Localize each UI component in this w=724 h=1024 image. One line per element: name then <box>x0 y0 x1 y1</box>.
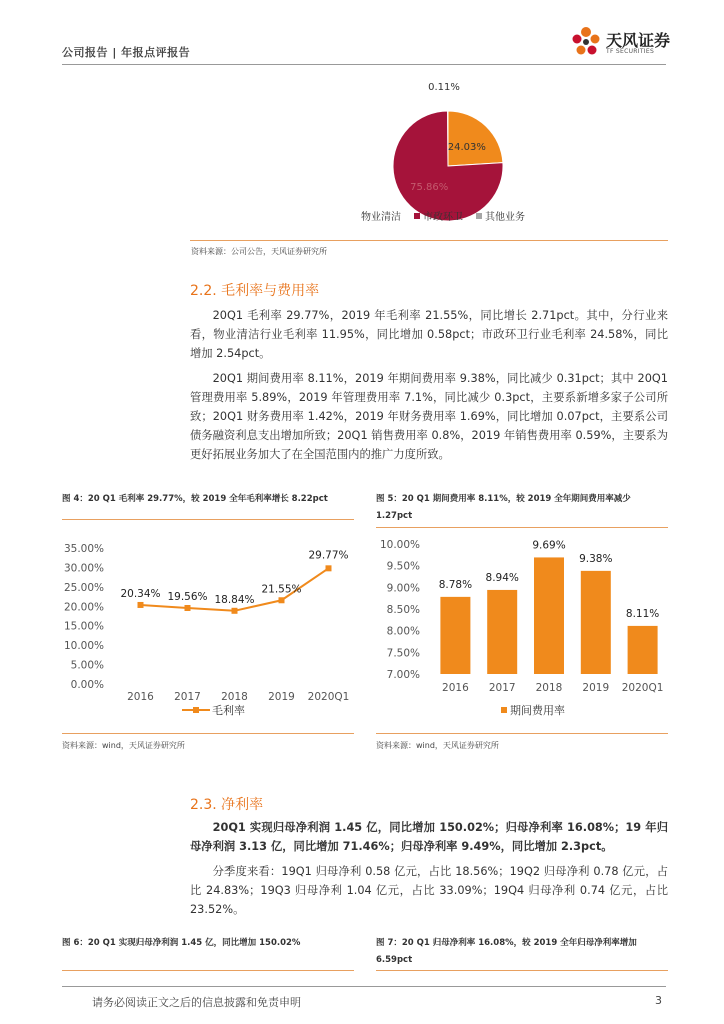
y-tick-label: 5.00% <box>70 659 104 672</box>
x-tick-label: 2019 <box>582 682 610 694</box>
figure-4-top-divider <box>62 519 354 520</box>
pie-slice-label: 75.86% <box>410 182 449 194</box>
data-label: 18.84% <box>214 593 255 606</box>
data-label: 9.69% <box>532 539 566 552</box>
y-tick-label: 7.50% <box>386 647 420 660</box>
section-title-2-3: 2.3. 净利率 <box>190 797 264 813</box>
x-tick-label: 2018 <box>535 682 563 694</box>
bar <box>628 626 658 674</box>
data-point <box>279 597 285 603</box>
x-tick-label: 2017 <box>488 682 516 694</box>
data-label: 19.56% <box>167 590 208 603</box>
logo-flower-icon <box>568 24 604 60</box>
figure-6-title: 图 6：20 Q1 实现归母净利润 1.45 亿，同比增加 150.02% <box>62 938 301 948</box>
y-tick-label: 9.50% <box>386 560 420 573</box>
paragraph: 20Q1 实现归母净利润 1.45 亿，同比增加 150.02%；归母净利率 16.08%；19 年归母净利润 3.13 亿，同比增加 71.46%；归母净利率 9.49%，同比增加 2.3pct。 <box>190 821 668 853</box>
data-label: 21.55% <box>261 583 302 596</box>
x-tick-label: 2017 <box>174 691 201 703</box>
pie-slice-label: 0.11% <box>428 82 460 93</box>
company-logo <box>568 22 671 62</box>
figure-4-source: 资料来源：wind，天风证券研究所 <box>62 741 185 750</box>
bar <box>440 597 470 674</box>
paragraph: 20Q1 毛利率 29.77%，2019 年毛利率 21.55%，同比增长 2.71pct。其中，分行业来看，物业清洁行业毛利率 11.95%，同比增加 0.58pct；市政环卫行业毛利率 24.58%，同比增加 2.54pct。 <box>190 309 668 360</box>
y-tick-label: 0.00% <box>70 679 104 691</box>
figure-5-bottom-divider <box>376 733 668 734</box>
data-label: 9.38% <box>579 552 613 565</box>
figure-4-bottom-divider <box>62 733 354 734</box>
logo-text-cn: 天风证券 <box>606 31 671 50</box>
data-point <box>232 608 238 614</box>
data-point <box>138 602 144 608</box>
x-tick-label: 2019 <box>268 691 295 703</box>
data-label: 20.34% <box>120 587 161 600</box>
x-tick-label: 2020Q1 <box>621 682 664 694</box>
pie-chart <box>360 78 560 236</box>
y-tick-label: 15.00% <box>63 620 104 633</box>
figure-5-title-cont: 1.27pct <box>376 511 413 521</box>
data-label: 8.78% <box>438 578 473 591</box>
data-point <box>326 565 332 571</box>
legend-item <box>360 210 401 223</box>
legend-label: 市政环卫 <box>423 212 463 223</box>
legend-item <box>182 703 245 717</box>
legend-marker <box>193 707 199 713</box>
pie-slice <box>448 111 503 166</box>
figure-7-title-cont: 6.59pct <box>376 955 413 965</box>
footer-divider <box>62 986 666 987</box>
figure-6-top-divider <box>62 970 354 971</box>
y-tick-label: 25.00% <box>63 581 104 594</box>
footer-disclaimer: 请务必阅读正文之后的信息披露和免责申明 <box>92 996 301 1009</box>
legend-item <box>501 703 565 717</box>
report-header-title: 公司报告 | 年报点评报告 <box>62 46 191 59</box>
bar <box>534 557 564 674</box>
figure-5-title: 图 5：20 Q1 期间费用率 8.11%，较 2019 全年期间费用率减少 <box>376 494 631 504</box>
bar <box>487 590 517 674</box>
pie-slice-label: 24.03% <box>447 141 486 153</box>
data-point <box>185 605 191 611</box>
legend-swatch <box>476 213 482 219</box>
data-label: 29.77% <box>308 549 349 562</box>
gross-margin-line-chart <box>62 530 362 728</box>
figure-4-title: 图 4：20 Q1 毛利率 29.77%，较 2019 全年毛利率增长 8.22pct <box>62 494 328 504</box>
section-2-3-body <box>190 818 668 919</box>
legend-item <box>476 210 525 223</box>
y-tick-label: 20.00% <box>63 601 104 614</box>
bar <box>581 571 611 674</box>
legend-label: 期间费用率 <box>510 704 565 717</box>
figure-7-top-divider <box>376 970 668 971</box>
page-number: 3 <box>655 994 662 1007</box>
y-tick-label: 10.00% <box>379 539 420 551</box>
y-tick-label: 7.00% <box>386 669 420 681</box>
legend-label: 物业清洁 <box>361 212 401 223</box>
x-tick-label: 2020Q1 <box>307 691 350 703</box>
figure-7-title: 图 7：20 Q1 归母净利率 16.08%，较 2019 全年归母净利率增加 <box>376 938 637 948</box>
expense-ratio-bar-chart <box>376 530 676 728</box>
legend-label: 其他业务 <box>485 212 525 223</box>
figure-5-top-divider <box>376 527 668 528</box>
data-label: 8.11% <box>625 607 660 620</box>
legend-label: 毛利率 <box>212 704 245 717</box>
y-tick-label: 10.00% <box>63 640 104 653</box>
section-title-2-2: 2.2. 毛利率与费用率 <box>190 283 320 299</box>
legend-swatch <box>501 707 507 713</box>
y-tick-label: 8.00% <box>386 625 420 638</box>
x-tick-label: 2016 <box>127 691 154 703</box>
pie-source: 资料来源：公司公告，天风证券研究所 <box>191 247 327 256</box>
pie-source-divider <box>190 240 668 241</box>
legend-swatch <box>414 213 420 219</box>
paragraph: 20Q1 期间费用率 8.11%，2019 年期间费用率 9.38%，同比减少 0.31pct；其中 20Q1 管理费用率 5.89%，2019 年管理费用率 7.1%，同比减少 0.3pct，主要系新增多家子公司所致；20Q1 财务费用率 1.42%，2019 年财务费用率 1.69%，同比增加 0.07pct，主要系公司债务融资利息支出增加所致；20Q1 销售费用率 0.8%，2019 年销售费用率 0.59%，主要系为更好拓展业务加大了在全国范围内的推广力度所致。 <box>190 372 668 461</box>
paragraph: 分季度来看：19Q1 归母净利 0.58 亿元，占比 18.56%；19Q2 归母净利 0.78 亿元，占比 24.83%；19Q3 归母净利 1.04 亿元，占比 33.09%；19Q4 归母净利 0.74 亿元，占比 23.52%。 <box>190 865 668 916</box>
figure-5-source: 资料来源：wind，天风证券研究所 <box>376 741 499 750</box>
x-tick-label: 2016 <box>442 682 469 694</box>
y-tick-label: 35.00% <box>63 543 104 555</box>
header-divider <box>62 64 666 65</box>
section-2-2-body <box>190 306 668 464</box>
y-tick-label: 8.50% <box>386 604 420 616</box>
logo-text-en: TF SECURITIES <box>606 48 655 55</box>
x-tick-label: 2018 <box>221 691 248 703</box>
y-tick-label: 30.00% <box>63 562 104 575</box>
data-label: 8.94% <box>485 571 519 584</box>
y-tick-label: 9.00% <box>386 582 420 595</box>
